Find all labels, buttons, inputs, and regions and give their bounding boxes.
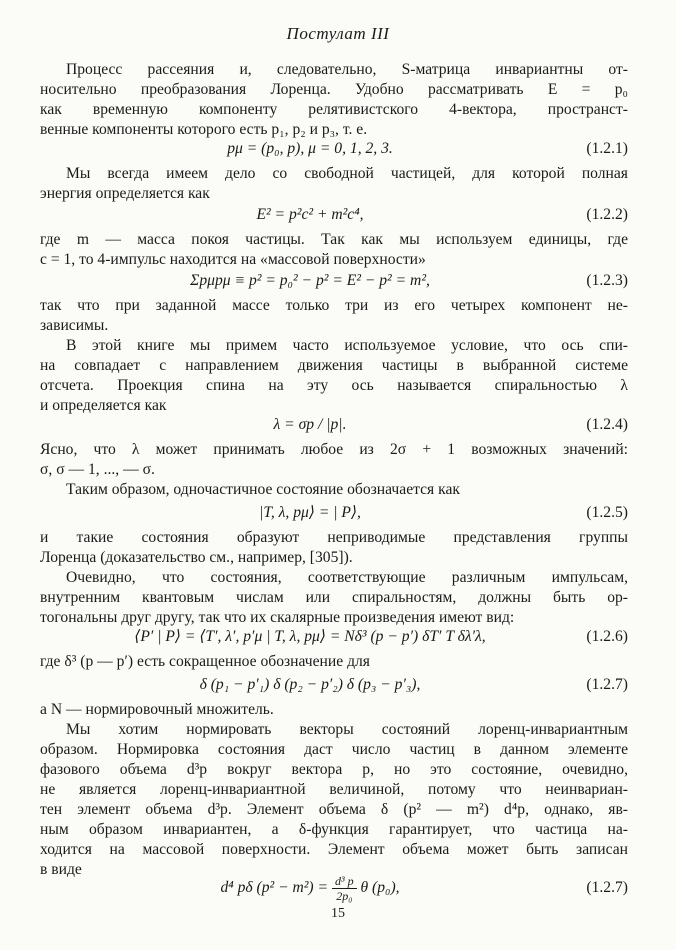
equation-number: (1.2.5) [586,504,628,521]
text-line: Ясно, что λ может принимать любое из 2σ + 1 возможных значений: [40,441,628,458]
text-line: а N — нормировочный множитель. [40,701,274,718]
text-line: как временную компоненту релятивистского 4-вектора, пространст- [40,101,628,118]
equation-1-2-7-phase-volume [40,870,628,906]
paragraph-values [40,440,628,480]
text-line: и определяется как [40,397,167,414]
equation-formula [40,870,580,906]
paragraph-helicity [40,336,628,416]
text-line: σ, σ — 1, ..., — σ. [40,461,155,478]
text-line: Лоренца (доказательство см., например, [305]). [40,549,353,566]
equation-1-2-4 [40,414,628,436]
text-line: носительно преобразования Лоренца. Удобно рассматривать E = p₀ [40,81,628,98]
paragraph-components [40,296,628,336]
text-line: зависимы. [40,317,109,334]
text-line: в виде [40,861,82,878]
equation-number: (1.2.3) [586,272,628,289]
equation-formula: E² = p²c² + m²c⁴, [256,206,364,223]
equation-number: (1.2.4) [586,416,628,433]
fraction-numerator: d³ p [332,874,357,889]
paragraph-intro [40,60,628,140]
running-header: Постулат III [286,24,390,43]
equation-number: (1.2.6) [586,628,628,645]
paragraph-state [40,480,628,500]
text-line: c = 1, то 4-импульс находится на «массовой поверхности» [40,251,426,268]
fraction [332,874,357,903]
text-line: и такие состояния образуют неприводимые представления группы [40,529,628,546]
text-line: Мы хотим нормировать векторы состояний лоренц-инвариантным [66,721,628,738]
text-line: образом. Нормировка состояния даст число частиц в данном элементе [40,741,628,758]
equation-left: d⁴ pδ (p² − m²) = [220,879,329,896]
equation-formula: ⟨P′ | P⟩ = ⟨T′, λ′, p′μ | T, λ, pμ⟩ = Nδ³ (p − p′) δT′ T δλ′λ, [134,628,486,645]
equation-1-2-7 [40,674,628,696]
equation-1-2-3 [40,270,628,292]
paragraph-representations [40,528,628,568]
text-line: внутренним квантовым числам или спиральностям, должны быть ор- [40,589,628,606]
paragraph-normalization-factor [40,700,628,720]
text-line: венные компоненты которого есть p₁, p₂ и p₃, т. е. [40,121,368,138]
paragraph-mass [40,230,628,270]
equation-formula: Σpμpμ ≡ p² = p₀² − p² = E² − p² = m², [190,272,430,289]
paragraph-invariance [40,720,628,880]
paragraph-energy [40,164,628,204]
paragraph-orthogonality [40,568,628,628]
text-line: так что при заданной массе только три из его четырех компонент не- [40,297,628,314]
text-line: Мы всегда имеем дело со свободной частицей, для которой полная [66,165,628,182]
text-line: тогональны друг другу, так что их скалярные произведения имеют вид: [40,609,515,626]
equation-formula: δ (p₁ − p′₁) δ (p₂ − p′₂) δ (p₃ − p′₃), [199,676,421,693]
text-line: В этой книге мы примем часто используемое условие, что ось спи- [66,337,628,354]
page-number: 15 [331,906,345,921]
equation-1-2-5 [40,502,628,524]
equation-1-2-1 [40,138,628,160]
text-line: энергия определяется как [40,185,210,202]
text-line: на совпадает с направлением движения частицы в выбранной системе [40,357,628,374]
equation-number: (1.2.7) [586,879,628,896]
text-line: фазового объема d³p вокруг вектора p, но это состояние, очевидно, [40,761,628,778]
text-line: где δ³ (p — p′) есть сокращенное обозначение для [40,653,370,670]
text-line: тен элемент объема d³p. Элемент объема δ (p² — m²) d⁴p, однако, яв- [40,801,628,818]
text-line: отсчета. Проекция спина на эту ось называется спиральностью λ [40,377,628,394]
text-line: где m — масса покоя частицы. Так как мы используем единицы, где [40,231,628,248]
text-line: Очевидно, что состояния, соответствующие различным импульсам, [66,569,628,586]
text-line: Таким образом, одночастичное состояние обозначается как [66,481,460,498]
equation-number: (1.2.2) [586,206,628,223]
text-line: не является лоренц-инвариантной величиной, потому что неинвариан- [40,781,628,798]
equation-formula: λ = σp / |p|. [273,416,347,433]
equation-1-2-6 [40,626,628,648]
paragraph-shorthand [40,652,628,672]
equation-right: θ (p₀), [360,879,400,896]
equation-formula: pμ = (p₀, p), μ = 0, 1, 2, 3. [227,140,393,157]
equation-1-2-2 [40,204,628,226]
equation-number: (1.2.1) [586,140,628,157]
equation-number: (1.2.7) [586,676,628,693]
text-line: ходится на массовой поверхности. Элемент объема может быть записан [40,841,628,858]
fraction-denominator: 2p₀ [336,888,353,903]
equation-formula: |T, λ, pμ⟩ = | P⟩, [259,504,361,521]
text-line: ным образом инвариантен, а δ-функция гарантирует, что частица на- [40,821,628,838]
text-line: Процесс рассеяния и, следовательно, S-матрица инвариантны от- [66,61,628,78]
